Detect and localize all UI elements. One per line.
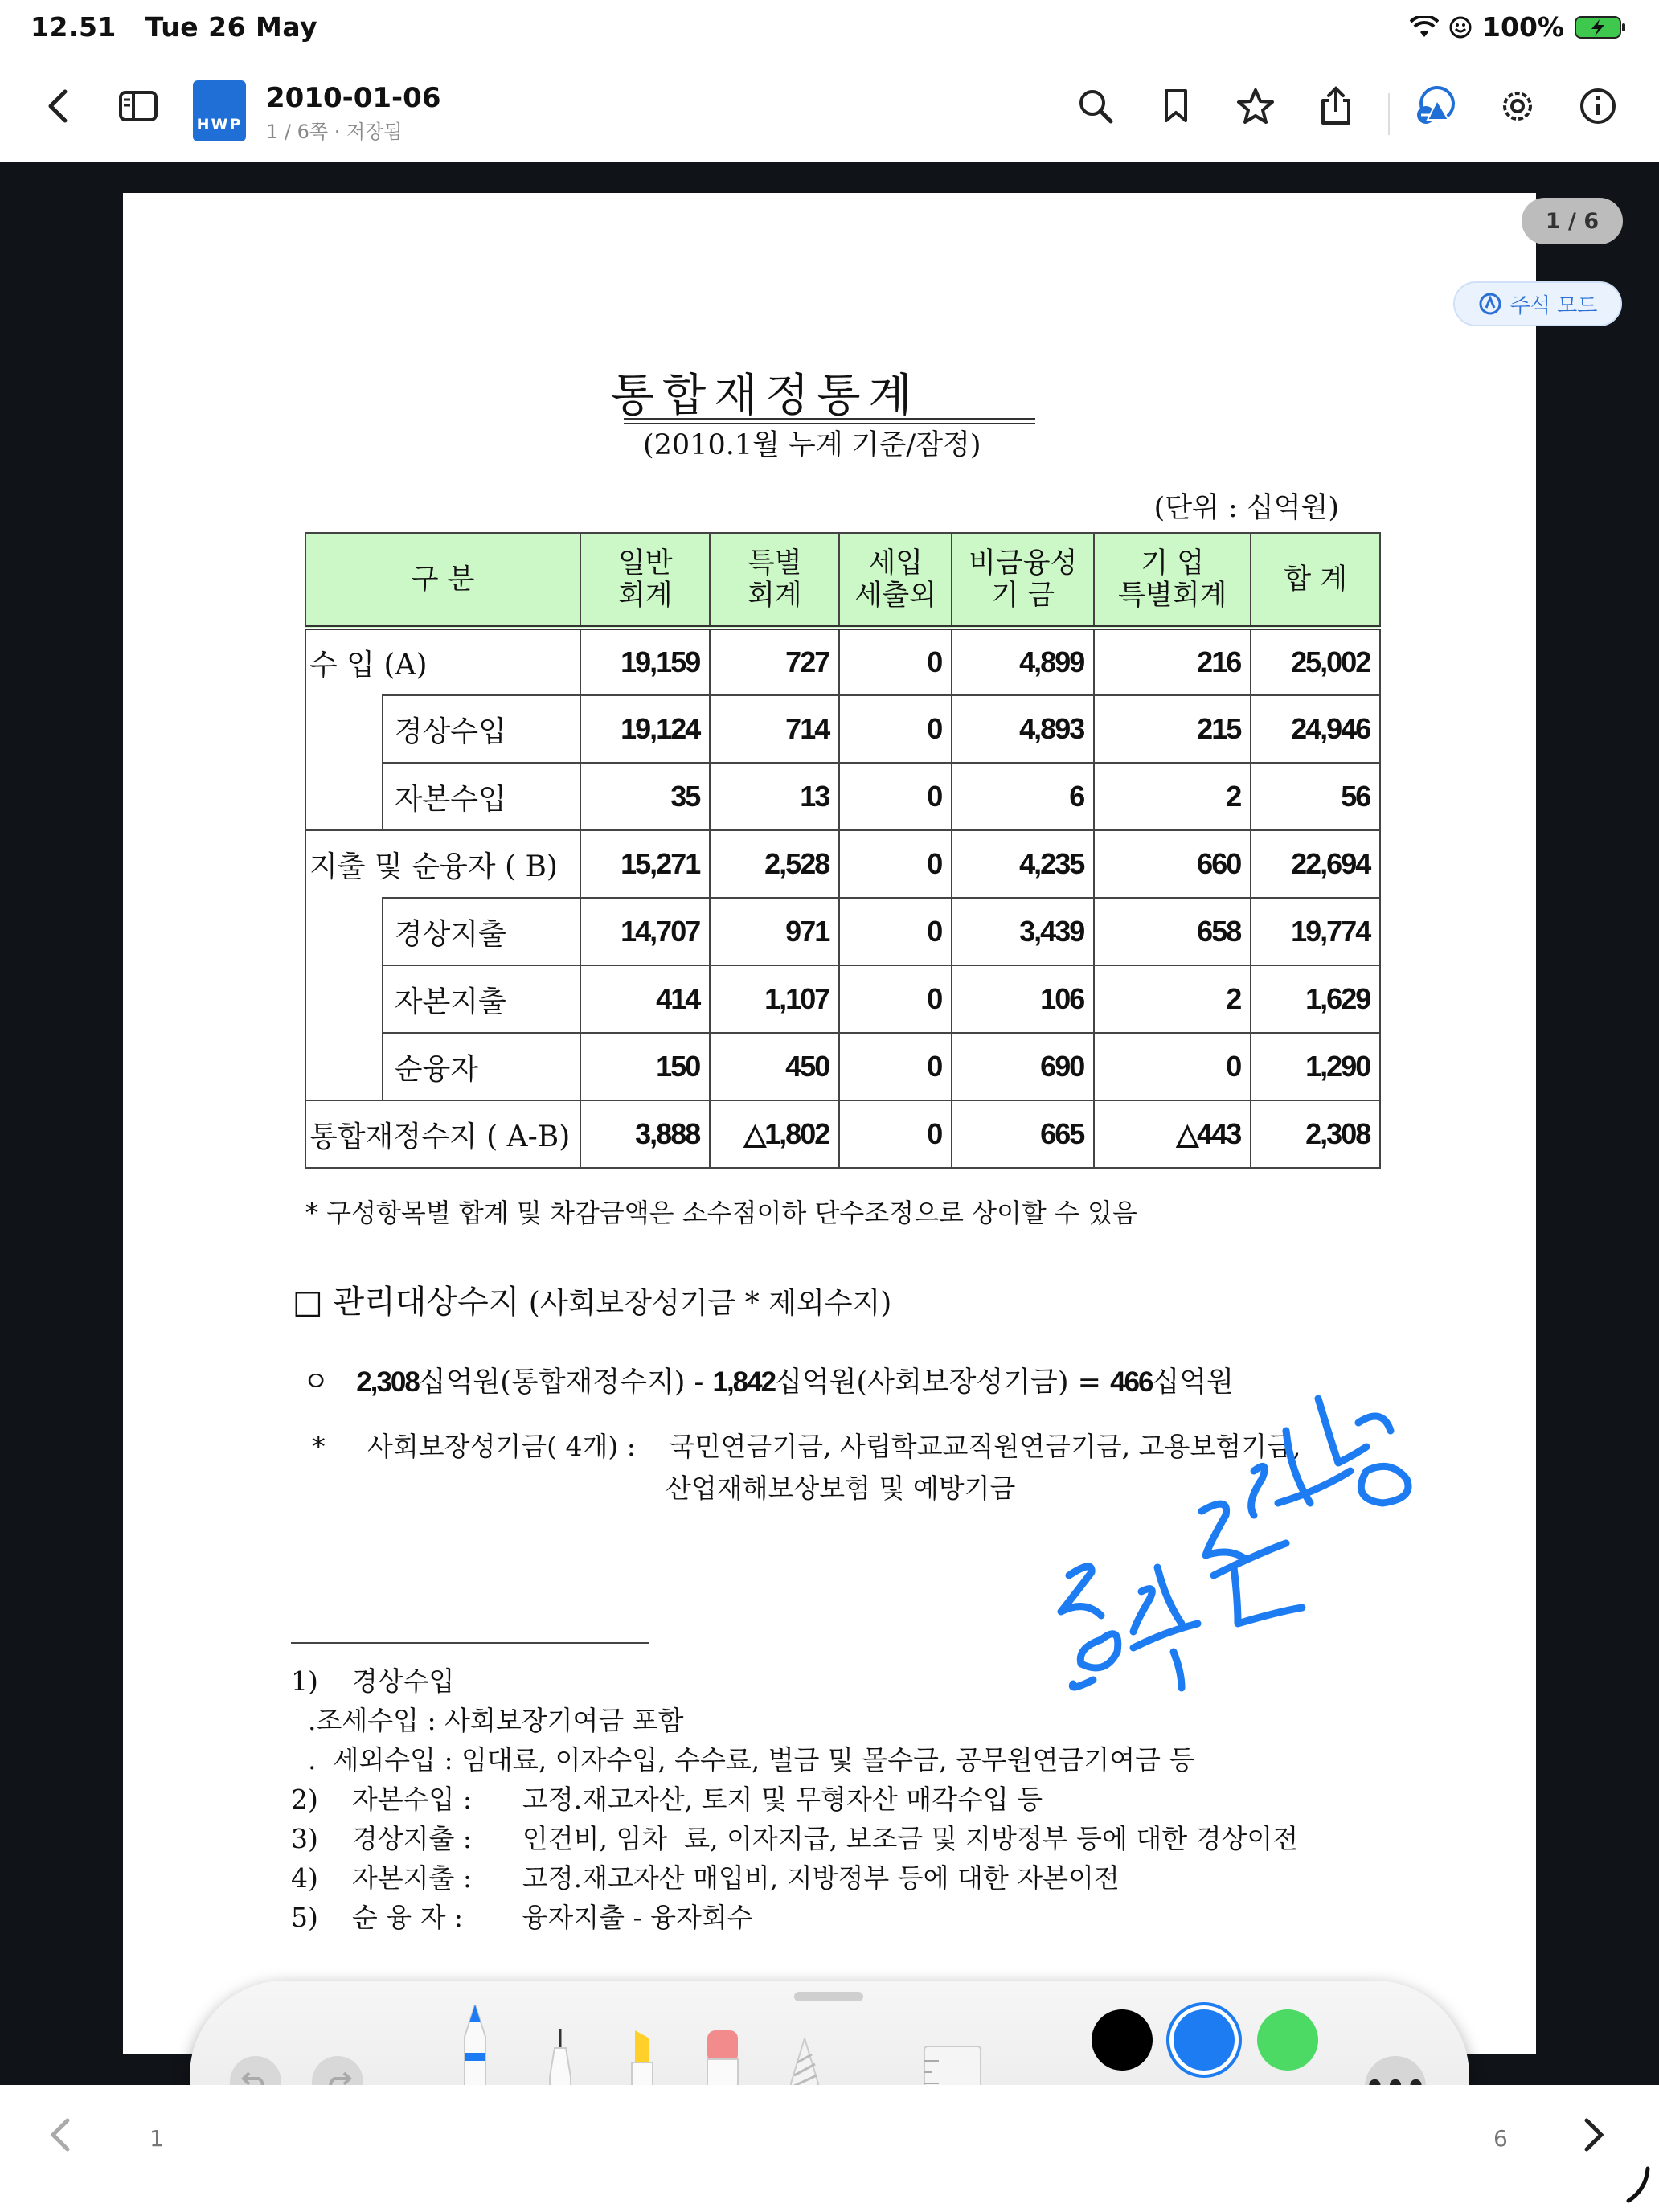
value-cell: 150 (580, 1033, 710, 1100)
row-label: 자본수입 (383, 763, 581, 830)
table-header-row (305, 533, 1380, 628)
color-swatch[interactable] (1174, 2009, 1235, 2071)
value-cell: 2,528 (710, 830, 839, 898)
table-header-cell: 구 분 (305, 533, 580, 628)
table-row (305, 628, 1380, 695)
row-label: 경상수입 (383, 695, 581, 763)
sidebar-toggle-button[interactable] (106, 74, 170, 138)
hwp-file-icon: HWP (193, 80, 246, 141)
row-label: 수 입 (A) (305, 628, 580, 695)
next-page-button[interactable] (1582, 2117, 1606, 2162)
fiscal-table (305, 532, 1381, 1169)
table-header-cell: 세입 세출외 (839, 533, 952, 628)
table-row (305, 965, 1380, 1033)
value-cell: 19,159 (580, 628, 710, 695)
previous-page-button[interactable] (48, 2117, 72, 2162)
gear-icon (1498, 87, 1537, 125)
table-row (305, 830, 1380, 898)
footnote-line: 3) 경상지출 : 인건비, 임차 료, 이자지급, 보조금 및 지방정부 등에 대한 경상이전 (291, 1823, 1299, 1854)
row-label: 지출 및 순융자 ( B) (305, 830, 580, 898)
value-cell: 2 (1094, 965, 1251, 1033)
table-row (305, 1100, 1380, 1168)
value-cell: 0 (839, 695, 952, 763)
value-cell: 1,629 (1251, 965, 1380, 1033)
value-cell: 4,235 (952, 830, 1094, 898)
unit-label: (단위 : 십억원) (1153, 492, 1339, 524)
value-cell: 215 (1094, 695, 1251, 763)
table-header-cell: 특별 회계 (710, 533, 839, 628)
status-right (1410, 11, 1627, 43)
value-cell: 19,774 (1251, 898, 1380, 965)
report-subtitle: (2010.1월 누계 기준/잠정) (643, 429, 981, 461)
table-row (305, 1033, 1380, 1100)
page-indicator: 1 / 6 (1522, 198, 1623, 244)
status-time: 12.51 Tue 26 May (31, 11, 318, 43)
footnote-line: . 세외수입 : 임대료, 이자수입, 수수료, 벌금 및 몰수금, 공무원연금기여금 등 (291, 1744, 1195, 1776)
value-cell: 2,308 (1251, 1100, 1380, 1168)
table-header-cell: 합 계 (1251, 533, 1380, 628)
settings-button[interactable] (1485, 74, 1550, 138)
table-body (305, 628, 1380, 1168)
pencil-stroke-indicator-icon (1624, 2165, 1656, 2206)
value-cell: 14,707 (580, 898, 710, 965)
value-cell: 19,124 (580, 695, 710, 763)
value-cell: 660 (1094, 830, 1251, 898)
annotation-mode-label: 주석 모드 (1509, 293, 1598, 318)
annotation-mode-button[interactable] (1453, 281, 1622, 326)
managed-balance-calc: ㅇ 2,308십억원(통합재정수지) - 1,842십억원(사회보장성기금) = 466십억원 (302, 1366, 1234, 1399)
value-cell: 971 (710, 898, 839, 965)
value-cell: 3,439 (952, 898, 1094, 965)
value-cell: 25,002 (1251, 628, 1380, 695)
footnote-separator (291, 1642, 649, 1644)
value-cell: 35 (580, 763, 710, 830)
page-navigation-bar (0, 2085, 1659, 2212)
report-title: 통합재정통계 (611, 370, 920, 422)
value-cell: 0 (839, 763, 952, 830)
share-icon (1318, 86, 1354, 126)
search-button[interactable] (1063, 74, 1128, 138)
table-row (305, 763, 1380, 830)
row-label: 자본지출 (383, 965, 581, 1033)
value-cell: 714 (710, 695, 839, 763)
share-button[interactable] (1304, 74, 1368, 138)
battery-charging-icon (1574, 14, 1627, 40)
value-cell: 6 (952, 763, 1094, 830)
chevron-left-icon (48, 2117, 72, 2153)
value-cell: 665 (952, 1100, 1094, 1168)
footnote-line: 2) 자본수입 : 고정.재고자산, 토지 및 무형자산 매각수입 등 (291, 1784, 1043, 1815)
footnote-line: 1) 경상수입 (291, 1665, 455, 1697)
row-label: 통합재정수지 ( A-B) (305, 1100, 580, 1168)
smiley-icon (1448, 15, 1473, 39)
bookmark-icon (1162, 88, 1190, 124)
footnote-line: .조세수입 : 사회보장기여금 포함 (291, 1705, 684, 1736)
social-security-funds-line2: 산업재해보상보험 및 예방기금 (666, 1473, 1016, 1504)
value-cell: 690 (952, 1033, 1094, 1100)
value-cell: 0 (839, 898, 952, 965)
section-heading (293, 1276, 891, 1322)
indent-cell (305, 898, 383, 965)
chevron-right-icon (1582, 2117, 1606, 2153)
table-row (305, 898, 1380, 965)
back-button[interactable] (26, 74, 90, 138)
value-cell: 0 (839, 1100, 952, 1168)
info-button[interactable] (1566, 74, 1630, 138)
indent-cell (305, 965, 383, 1033)
social-security-funds-line1: * 사회보장성기금( 4개) : 국민연금기금, 사립학교교직원연금기금, 고용보험기금, (312, 1431, 1301, 1462)
value-cell: 0 (839, 830, 952, 898)
bookmark-button[interactable] (1144, 74, 1208, 138)
row-label: 경상지출 (383, 898, 581, 965)
value-cell: 56 (1251, 763, 1380, 830)
table-row (305, 695, 1380, 763)
status-bar (0, 0, 1659, 58)
table-header-cell: 기 업 특별회계 (1094, 533, 1251, 628)
value-cell: △443 (1094, 1100, 1251, 1168)
document-title: 2010-01-06 (266, 82, 441, 114)
value-cell: △1,802 (710, 1100, 839, 1168)
indent-cell (305, 763, 383, 830)
indent-cell (305, 1033, 383, 1100)
pencil-circle-icon (1478, 292, 1502, 316)
table-header-cell: 비금융성 기 금 (952, 533, 1094, 628)
value-cell: 0 (839, 1033, 952, 1100)
row-label: 순융자 (383, 1033, 581, 1100)
markup-button[interactable] (1403, 74, 1468, 138)
toolbar-grabber[interactable] (794, 1992, 863, 2001)
wifi-icon (1410, 16, 1439, 39)
first-page-number[interactable]: 1 (150, 2125, 164, 2152)
favorite-button[interactable] (1223, 74, 1288, 138)
sidebar-icon (118, 90, 158, 122)
value-cell: 24,946 (1251, 695, 1380, 763)
value-cell: 1,290 (1251, 1033, 1380, 1100)
footnote-line: 4) 자본지출 : 고정.재고자산 매입비, 지방정부 등에 대한 자본이전 (291, 1862, 1120, 1894)
color-swatch[interactable] (1257, 2009, 1318, 2071)
table-note: * 구성항목별 합계 및 차감금액은 소수점이하 단수조정으로 상이할 수 있음 (305, 1198, 1137, 1228)
value-cell: 216 (1094, 628, 1251, 695)
value-cell: 1,107 (710, 965, 839, 1033)
info-icon (1579, 88, 1616, 125)
value-cell: 4,899 (952, 628, 1094, 695)
value-cell: 658 (1094, 898, 1251, 965)
value-cell: 450 (710, 1033, 839, 1100)
document-subtitle: 1 / 6쪽 · 저장됨 (266, 121, 403, 143)
value-cell: 3,888 (580, 1100, 710, 1168)
value-cell: 2 (1094, 763, 1251, 830)
value-cell: 727 (710, 628, 839, 695)
value-cell: 22,694 (1251, 830, 1380, 898)
table-header-cell: 일반 회계 (580, 533, 710, 628)
value-cell: 0 (1094, 1033, 1251, 1100)
value-cell: 414 (580, 965, 710, 1033)
header-divider (1388, 93, 1390, 135)
section-title-small: (사회보장성기금 * 제외수지) (519, 1287, 892, 1320)
footnote-line: 5) 순 융 자 : 융자지출 - 융자회수 (291, 1902, 753, 1933)
app-header (0, 58, 1659, 162)
star-icon (1236, 88, 1275, 125)
color-swatch[interactable] (1092, 2009, 1153, 2071)
value-cell: 15,271 (580, 830, 710, 898)
value-cell: 13 (710, 763, 839, 830)
battery-percent: 100% (1482, 11, 1564, 43)
search-icon (1077, 88, 1114, 125)
value-cell: 0 (839, 965, 952, 1033)
section-title: □ 관리대상수지 (293, 1284, 520, 1321)
value-cell: 0 (839, 628, 952, 695)
last-page-number[interactable]: 6 (1493, 2125, 1508, 2152)
shapes-icon (1413, 86, 1458, 126)
handwritten-signature (1045, 1382, 1431, 1696)
back-icon (46, 88, 70, 124)
value-cell: 4,893 (952, 695, 1094, 763)
value-cell: 106 (952, 965, 1094, 1033)
indent-cell (305, 695, 383, 763)
